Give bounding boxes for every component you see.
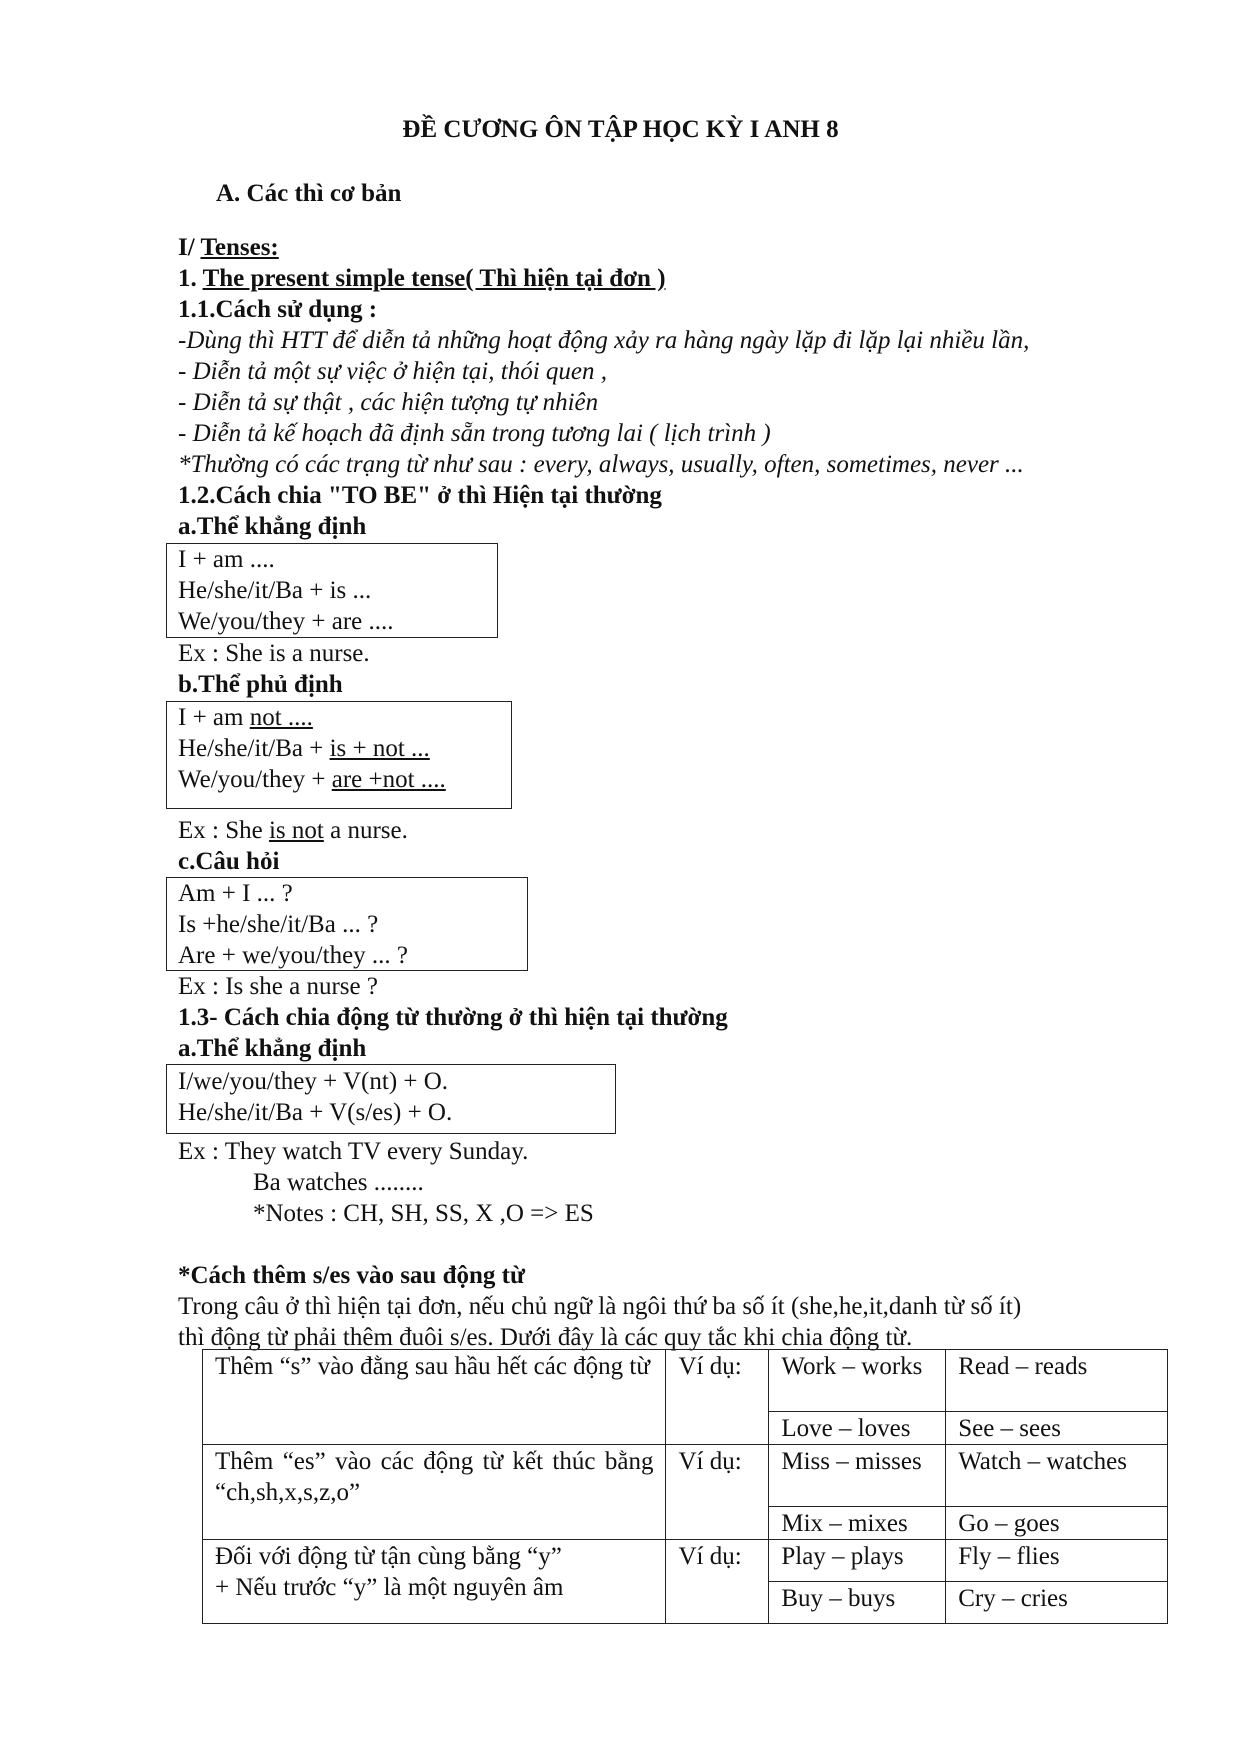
example-cell: Love – loves bbox=[769, 1412, 946, 1445]
page-title: ĐỀ CƯƠNG ÔN TẬP HỌC KỲ I ANH 8 bbox=[402, 116, 839, 143]
table-row bbox=[203, 1445, 1168, 1507]
verb-affirmative-box bbox=[166, 1064, 616, 1134]
example-label-cell: Ví dụ: bbox=[666, 1445, 769, 1540]
formula-line bbox=[178, 733, 430, 764]
example-cell: Fly – flies bbox=[946, 1540, 1168, 1582]
formula-line: I + am .... bbox=[178, 546, 275, 573]
example-line bbox=[178, 815, 408, 846]
formula-line: Are + we/you/they ... ? bbox=[178, 942, 409, 969]
tobe-negative-box bbox=[166, 701, 512, 809]
tenses-label: Tenses: bbox=[200, 234, 279, 261]
rule-cell: Thêm “s” vào đằng sau hầu hết các động từ bbox=[203, 1350, 666, 1445]
formula-line: He/she/it/Ba + is ... bbox=[178, 577, 372, 604]
example-cell: Mix – mixes bbox=[769, 1507, 946, 1540]
example-cell: Cry – cries bbox=[946, 1582, 1168, 1624]
tenses-heading bbox=[178, 232, 279, 263]
s-es-rules-table bbox=[202, 1349, 1168, 1624]
tobe-question-box bbox=[166, 877, 528, 971]
formula-line: We/you/they + are .... bbox=[178, 608, 394, 635]
section-1-label: The present simple tense( Thì hiện tại đơn ) bbox=[202, 265, 666, 292]
example-cell: Go – goes bbox=[946, 1507, 1168, 1540]
section-1-1-heading: 1.1.Cách sử dụng : bbox=[178, 296, 378, 323]
notes-line: *Notes : CH, SH, SS, X ,O => ES bbox=[253, 1200, 594, 1227]
example-cell: Buy – buys bbox=[769, 1582, 946, 1624]
formula-line: Am + I ... ? bbox=[178, 880, 293, 907]
example-cell: Play – plays bbox=[769, 1540, 946, 1582]
tobe-affirmative-heading: a.Thể khẳng định bbox=[178, 513, 367, 540]
example-cell: Watch – watches bbox=[946, 1445, 1168, 1507]
formula-underlined: are +not .... bbox=[331, 766, 446, 793]
tobe-question-heading: c.Câu hỏi bbox=[178, 848, 280, 875]
usage-line: -Dùng thì HTT để diễn tả những hoạt động xảy ra hàng ngày lặp đi lặp lại nhiều lần, bbox=[178, 327, 1030, 354]
rule-cell: Đối với động từ tận cùng bằng “y” + Nếu trước “y” là một nguyên âm bbox=[203, 1540, 666, 1624]
usage-line: *Thường có các trạng từ như sau : every, always, usually, often, sometimes, never ... bbox=[178, 451, 1024, 478]
example-underlined: is not bbox=[268, 817, 324, 844]
formula-text: I + am bbox=[178, 704, 250, 731]
example-line: Ex : Is she a nurse ? bbox=[178, 973, 378, 1000]
example-label-cell: Ví dụ: bbox=[666, 1540, 769, 1624]
example-label-cell: Ví dụ: bbox=[666, 1350, 769, 1445]
paragraph-line: thì động từ phải thêm đuôi s/es. Dưới đây là các quy tắc khi chia động từ. bbox=[178, 1324, 913, 1351]
section-a-heading: A. Các thì cơ bản bbox=[216, 180, 402, 207]
example-cell: See – sees bbox=[946, 1412, 1168, 1445]
formula-underlined: is + not ... bbox=[329, 735, 430, 762]
tobe-negative-heading: b.Thể phủ định bbox=[178, 671, 343, 698]
example-cell: Read – reads bbox=[946, 1350, 1168, 1412]
usage-line: - Diễn tả một sự việc ở hiện tại, thói quen , bbox=[178, 358, 607, 385]
formula-underlined: not .... bbox=[249, 704, 313, 731]
example-cell: Miss – misses bbox=[769, 1445, 946, 1507]
example-line: Ex : They watch TV every Sunday. bbox=[178, 1138, 529, 1165]
usage-line: - Diễn tả sự thật , các hiện tượng tự nhiên bbox=[178, 389, 599, 416]
example-line: Ex : She is a nurse. bbox=[178, 640, 370, 667]
section-1-2-heading: 1.2.Cách chia "TO BE" ở thì Hiện tại thường bbox=[178, 482, 662, 509]
section-1-heading bbox=[178, 263, 666, 294]
section-1-prefix: 1. bbox=[178, 265, 203, 292]
paragraph-line: Trong câu ở thì hiện tại đơn, nếu chủ ngữ là ngôi thứ ba số ít (she,he,it,danh từ số ít) bbox=[178, 1293, 1022, 1320]
table-row bbox=[203, 1540, 1168, 1582]
tenses-prefix: I/ bbox=[178, 234, 201, 261]
example-cell: Work – works bbox=[769, 1350, 946, 1412]
formula-text: We/you/they + bbox=[178, 766, 332, 793]
verb-affirmative-heading: a.Thể khẳng định bbox=[178, 1035, 367, 1062]
add-ses-heading: *Cách thêm s/es vào sau động từ bbox=[178, 1262, 525, 1289]
example-text: a nurse. bbox=[323, 817, 408, 844]
formula-line: I/we/you/they + V(nt) + O. bbox=[178, 1068, 449, 1095]
formula-line bbox=[178, 702, 313, 733]
formula-line bbox=[178, 764, 446, 795]
formula-text: He/she/it/Ba + bbox=[178, 735, 330, 762]
table-row bbox=[203, 1350, 1168, 1412]
formula-line: Is +he/she/it/Ba ... ? bbox=[178, 911, 379, 938]
tobe-affirmative-box bbox=[166, 543, 498, 638]
example-text: Ex : She bbox=[178, 817, 269, 844]
usage-line: - Diễn tả kế hoạch đã định sẵn trong tương lai ( lịch trình ) bbox=[178, 420, 771, 447]
example-line: Ba watches ........ bbox=[253, 1169, 424, 1196]
section-1-3-heading: 1.3- Cách chia động từ thường ở thì hiện tại thường bbox=[178, 1004, 728, 1031]
formula-line: He/she/it/Ba + V(s/es) + O. bbox=[178, 1099, 453, 1126]
rule-cell: Thêm “es” vào các động từ kết thúc bằng “ch,sh,x,s,z,o” bbox=[203, 1445, 666, 1540]
